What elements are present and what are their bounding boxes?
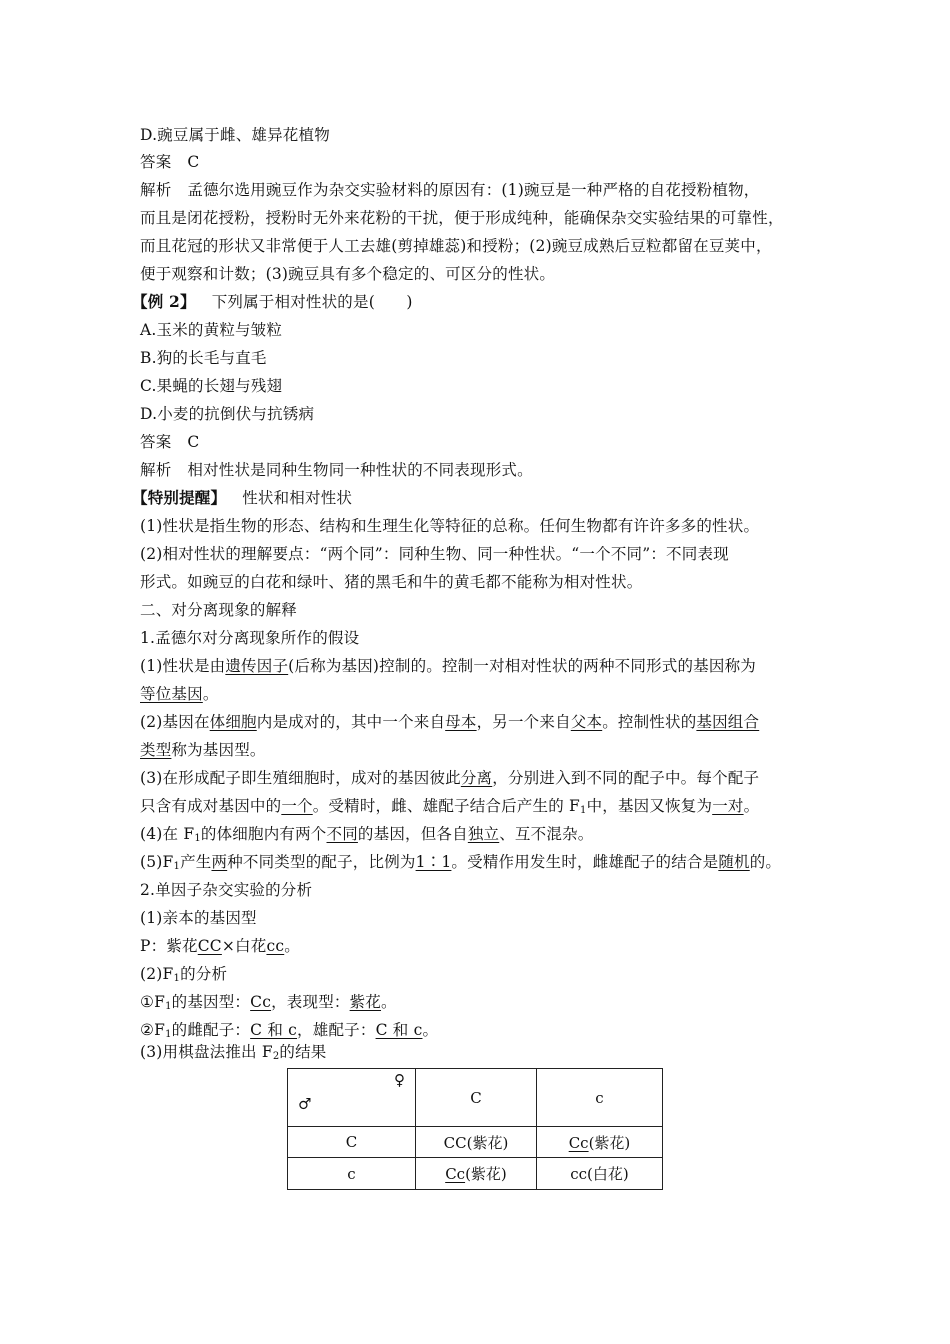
answer-label: 答案 (140, 153, 172, 171)
text: 的基因，但各自 (357, 825, 468, 843)
row-header: C (288, 1127, 416, 1158)
hypothesis-5 (140, 852, 840, 872)
table-cell: cc(白花) (537, 1158, 663, 1190)
text: (1)亲本的基因型 (140, 909, 257, 927)
text: ，另一个来自 (476, 713, 571, 731)
subsection-heading (140, 628, 840, 648)
paragraph-line (140, 740, 840, 760)
subsection-heading (140, 880, 840, 900)
text: P：紫花 (140, 937, 198, 955)
female-symbol-icon: ♀ (394, 1071, 405, 1089)
text: 。控制性状的 (602, 713, 697, 731)
answer-label: 答案 (140, 433, 172, 451)
text: 的基因型： (171, 993, 251, 1011)
table-cell (416, 1158, 537, 1190)
corner-cell (288, 1069, 416, 1127)
text: ，分别进入到不同的配子中。每个配子 (492, 769, 760, 787)
analysis-label: 解析 (140, 461, 172, 479)
punnett-heading (140, 1042, 840, 1062)
f1-genotype (140, 992, 840, 1012)
option-a (140, 320, 840, 340)
table-cell (537, 1127, 663, 1158)
subscript: 2 (272, 1051, 280, 1062)
answer-line (140, 152, 840, 172)
reminder-title: 性状和相对性状 (242, 489, 353, 507)
text: ，表现型： (271, 993, 350, 1011)
underlined-term: 母本 (445, 713, 477, 731)
paragraph-line (140, 236, 840, 256)
subscript: 1 (165, 1001, 172, 1012)
text: 中，基因又恢复为 (586, 797, 713, 815)
punnett-square (287, 1068, 663, 1190)
table-row (288, 1127, 663, 1158)
text: 的结果 (279, 1043, 327, 1061)
text: (2)F (140, 965, 174, 983)
text: 。受精时，雌、雄配子结合后产生的 F (312, 797, 581, 815)
underlined-term: 类型 (140, 741, 172, 759)
hypothesis-1 (140, 656, 840, 676)
text: 2.单因子杂交实验的分析 (140, 881, 313, 899)
paragraph-line (140, 572, 840, 592)
special-reminder-heading (132, 488, 832, 508)
underlined-term: 一对 (712, 797, 744, 815)
text: 、互不混杂。 (499, 825, 594, 843)
analysis-line (140, 180, 840, 200)
text: 只含有成对基因中的 (140, 797, 282, 815)
paragraph-line (140, 264, 840, 284)
paragraph-line (140, 908, 840, 928)
subscript: 1 (194, 833, 201, 844)
paragraph-line (140, 684, 840, 704)
text: 的体细胞内有两个 (200, 825, 327, 843)
paragraph-line (140, 964, 840, 984)
male-symbol-icon: ♂ (298, 1095, 312, 1113)
text: A.玉米的黄粒与皱粒 (140, 321, 283, 339)
subscript: 1 (173, 861, 181, 872)
text: (1)性状是由 (140, 657, 226, 675)
reminder-tag: 【特别提醒】 (132, 488, 227, 507)
underlined-term: 分离 (460, 769, 493, 787)
text: 。 (743, 797, 760, 815)
text: (3)用棋盘法推出 F (140, 1043, 273, 1061)
underlined-term: 随机 (718, 853, 750, 871)
analysis-text: 孟德尔选用豌豆作为杂交实验材料的原因有：(1)豌豆是一种严格的自花授粉植物， (187, 181, 760, 199)
f1-gametes (140, 1020, 840, 1040)
answer-line (140, 432, 840, 452)
text: C.果蝇的长翅与残翅 (140, 377, 283, 395)
underlined-term: 等位基因 (140, 685, 203, 703)
analysis-text: 相对性状是同种生物同一种性状的不同表现形式。 (187, 461, 533, 479)
text: 。 (381, 993, 397, 1011)
row-header: c (288, 1158, 416, 1190)
text: 1.孟德尔对分离现象所作的假设 (140, 629, 360, 647)
underlined-term: Cc (568, 1133, 589, 1152)
underlined-term: 紫花 (349, 993, 382, 1011)
text: 便于观察和计数；(3)豌豆具有多个稳定的、可区分的性状。 (140, 265, 556, 283)
option-c (140, 376, 840, 396)
text: 称为基因型。 (171, 741, 266, 759)
text: (5)F (140, 853, 174, 871)
text: ②F (140, 1021, 166, 1039)
example-2-question (132, 292, 832, 312)
text: 的雌配子： (171, 1021, 251, 1039)
text: 而且花冠的形状又非常便于人工去雄(剪掉雄蕊)和授粉；(2)豌豆成熟后豆粒都留在豆荚中， (140, 237, 772, 255)
text: (1)性状是指生物的形态、结构和生理生化等特征的总称。任何生物都有许许多多的性状。 (140, 517, 760, 535)
section-heading (140, 600, 840, 620)
underlined-term: Cc (445, 1165, 466, 1183)
hypothesis-2 (140, 712, 840, 732)
underlined-term: C 和 c (375, 1021, 423, 1039)
parent-genotype (140, 936, 840, 956)
text: (后称为基因)控制的。控制一对相对性状的两种不同形式的基因称为 (288, 657, 756, 675)
text: ①F (140, 993, 166, 1011)
text: (紫花) (588, 1133, 631, 1152)
text: 。 (202, 685, 219, 703)
table-cell: CC(紫花) (416, 1127, 537, 1158)
text: 种不同类型的配子，比例为 (227, 853, 416, 871)
text: D.豌豆属于雌、雄异花植物 (140, 126, 330, 144)
text: 的。 (749, 853, 782, 871)
analysis-line (140, 460, 840, 480)
underlined-term: 一个 (281, 797, 313, 815)
answer-value: C (187, 153, 200, 171)
table-row (288, 1069, 663, 1127)
underlined-term: CC (197, 937, 222, 955)
text: 产生 (180, 853, 212, 871)
text: ×白花 (221, 937, 267, 955)
text: 。 (422, 1021, 439, 1039)
text: (4)在 F (140, 825, 195, 843)
analysis-label: 解析 (140, 181, 172, 199)
reminder-point-2 (140, 544, 840, 564)
paragraph-line (140, 208, 840, 228)
underlined-term: 父本 (570, 713, 603, 731)
text: 的分析 (180, 965, 228, 983)
underlined-term: 体细胞 (209, 713, 257, 731)
answer-value: C (187, 433, 200, 451)
text: 。受精作用发生时，雌雄配子的结合是 (451, 853, 719, 871)
column-header: C (416, 1069, 537, 1127)
column-header: c (537, 1069, 663, 1127)
hypothesis-4 (140, 824, 840, 844)
underlined-term: 两 (211, 853, 228, 871)
text: (3)在形成配子即生殖细胞时，成对的基因彼此 (140, 769, 461, 787)
text: 内是成对的，其中一个来自 (256, 713, 446, 731)
reminder-point-1 (140, 516, 840, 536)
hypothesis-3 (140, 768, 840, 788)
text: ，雄配子： (297, 1021, 376, 1039)
underlined-term: 遗传因子 (225, 657, 289, 675)
underlined-term: 不同 (326, 825, 358, 843)
text: 二、对分离现象的解释 (140, 601, 298, 619)
underlined-term: 独立 (467, 825, 500, 843)
option-b (140, 348, 840, 368)
subscript: 1 (580, 805, 587, 816)
text: 。 (284, 937, 300, 955)
text: 形式。如豌豆的白花和绿叶、猪的黑毛和牛的黄毛都不能称为相对性状。 (140, 573, 643, 591)
underlined-term: 基因组合 (696, 713, 760, 731)
underlined-term: 1∶1 (415, 853, 452, 871)
text: D.小麦的抗倒伏与抗锈病 (140, 405, 315, 423)
table-row (288, 1158, 663, 1190)
underlined-term: Cc (250, 993, 272, 1011)
subscript: 1 (173, 973, 181, 984)
underlined-term: cc (266, 937, 285, 955)
option-d (140, 404, 840, 424)
text: B.狗的长毛与直毛 (140, 349, 267, 367)
text: 而且是闭花授粉，授粉时无外来花粉的干扰，便于形成纯种，能确保杂交实验结果的可靠性， (140, 209, 784, 227)
subscript: 1 (165, 1029, 172, 1040)
text: (2)基因在 (140, 713, 210, 731)
question-text: 下列属于相对性状的是( ) (211, 293, 413, 311)
option-d (140, 125, 840, 145)
text: (2)相对性状的理解要点：“两个同”：同种生物、同一种性状。“一个不同”：不同表现 (140, 545, 729, 563)
text: (紫花) (465, 1165, 507, 1183)
paragraph-line (140, 796, 840, 816)
example-tag: 【例 2】 (132, 292, 196, 311)
underlined-term: C 和 c (250, 1021, 298, 1039)
